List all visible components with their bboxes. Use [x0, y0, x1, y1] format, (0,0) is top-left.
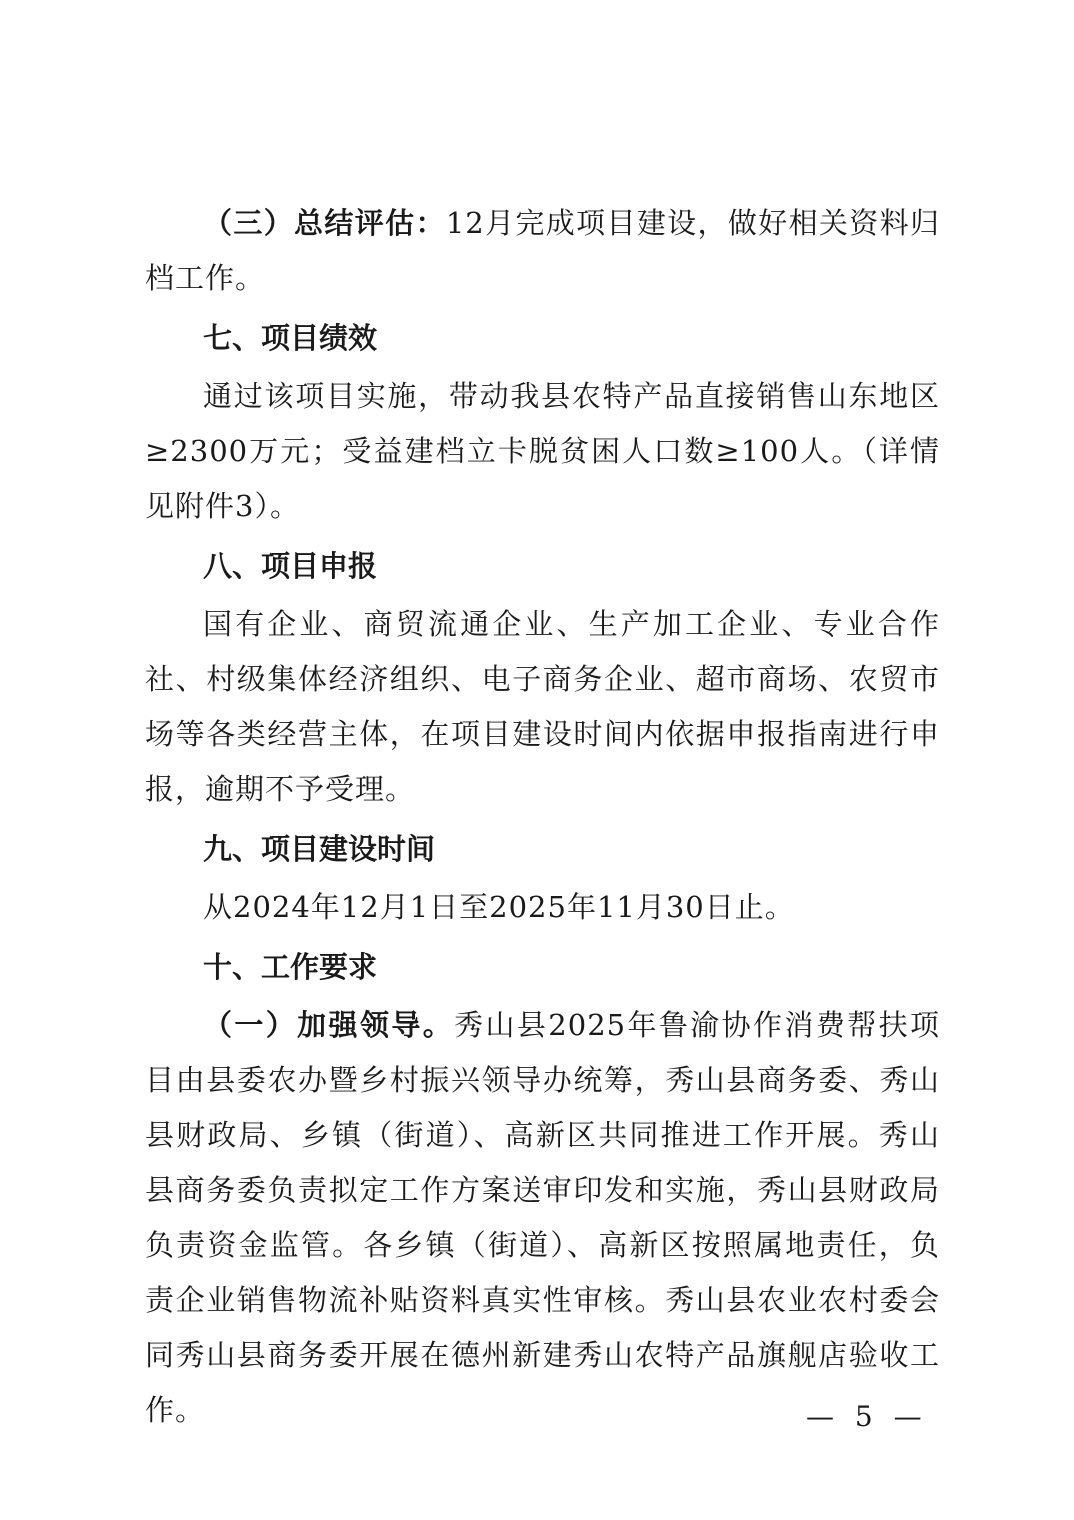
requirements-text: 秀山县2025年鲁渝协作消费帮扶项目由县委农办暨乡村振兴领导办统筹，秀山县商务委、秀山县财政局、乡镇（街道）、高新区共同推进工作开展。秀山县商务委负责拟定工作方案送审印发和实施，秀山县财政局负责资金监管。各乡镇（街道）、高新区按照属地责任，负责企业销售物流补贴资料真实性审核。秀山县农业农村委会同秀山县商务委开展在德州新建秀山农特产品旗舰店验收工作。 [145, 1008, 940, 1427]
schedule-paragraph: 从2024年12月1日至2025年11月30日止。 [203, 890, 795, 924]
page-number: — 5 — [806, 1400, 928, 1433]
performance-paragraph: 通过该项目实施，带动我县农特产品直接销售山东地区≥2300万元；受益建档立卡脱贫困人口数≥100人。（详情见附件3）。 [145, 379, 940, 523]
summary-paragraph [145, 196, 940, 306]
requirements-lead: （一）加强领导。 [203, 1008, 455, 1042]
document-body [145, 196, 940, 1438]
application-heading: 八、项目申报 [203, 549, 378, 583]
summary-text: 12月完成项目建设，做好相关资料归档工作。 [145, 206, 940, 295]
schedule-heading: 九、项目建设时间 [203, 832, 436, 866]
application-paragraph: 国有企业、商贸流通企业、生产加工企业、专业合作社、村级集体经济组织、电子商务企业、超市商场、农贸市场等各类经营主体，在项目建设时间内依据申报指南进行申报，逾期不予受理。 [145, 607, 940, 806]
performance-heading: 七、项目绩效 [203, 321, 378, 355]
summary-lead: （三）总结评估： [203, 206, 446, 240]
requirements-heading: 十、工作要求 [203, 950, 378, 984]
requirements-paragraph [145, 998, 940, 1438]
